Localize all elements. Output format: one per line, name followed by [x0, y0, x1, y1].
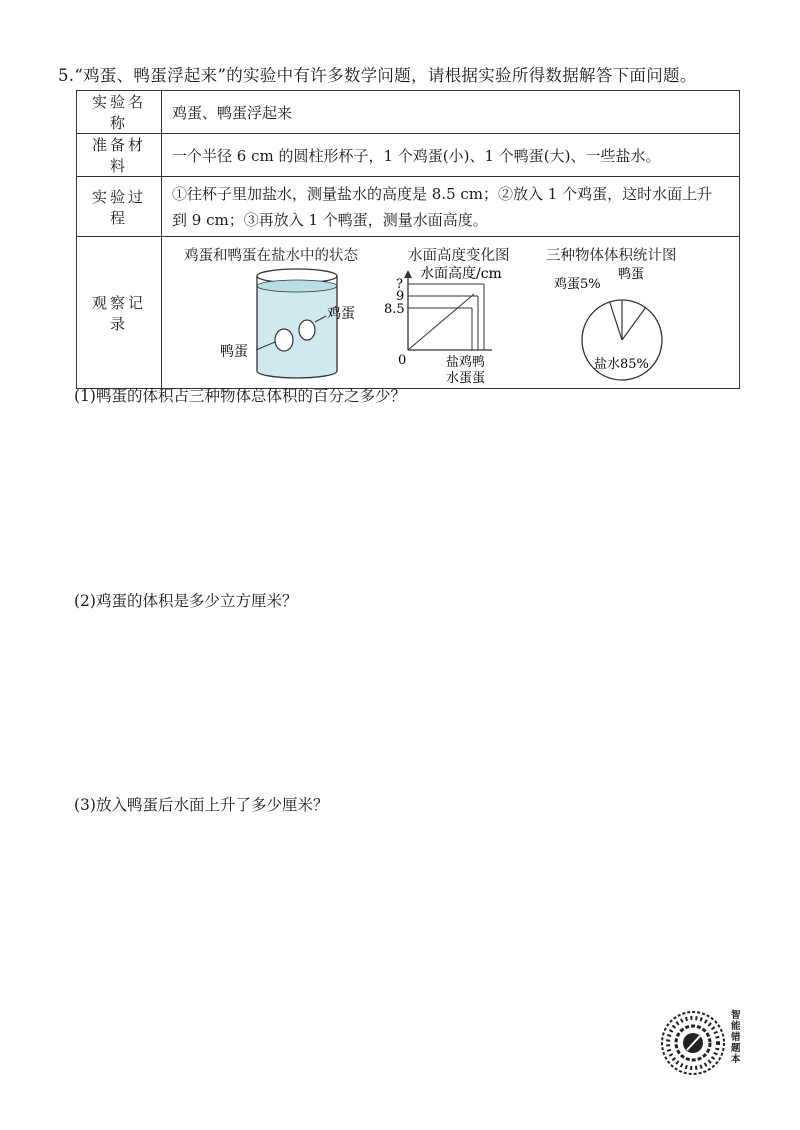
- cup-water: [257, 286, 337, 371]
- egg-label: 鸡蛋: [327, 305, 355, 322]
- cup-caption: 鸡蛋和鸭蛋在盐水中的状态: [184, 247, 358, 264]
- table-row-name: [77, 91, 740, 134]
- cup-base: [257, 371, 337, 378]
- row-label-name: 实验名称: [77, 91, 162, 134]
- y-axis-title: 水面高度/cm: [420, 265, 502, 282]
- diagonal-line: [408, 294, 474, 350]
- y-tick-unknown: ?: [396, 276, 403, 292]
- cup-diagram: [202, 266, 355, 384]
- table-row-observation: [77, 237, 740, 389]
- qr-code-icon: [660, 1010, 726, 1076]
- question-1: (1)鸭蛋的体积占三种物体总体积的百分之多少？: [74, 387, 406, 405]
- table-row-process: [77, 177, 740, 237]
- question-3: (3)放入鸭蛋后水面上升了多少厘米？: [74, 796, 329, 814]
- water-surface: [257, 280, 337, 292]
- chicken-egg-shape: [299, 320, 315, 340]
- row-value-materials: 一个半径 6 cm 的圆柱形杯子，1 个鸡蛋(小)、1 个鸭蛋(大)、一些盐水。: [162, 134, 740, 177]
- origin-label: 0: [398, 352, 407, 368]
- duck-label: 鸭蛋: [220, 343, 248, 360]
- process-line-2: 到 9 cm；③再放入 1 个鸭蛋，测量水面高度。: [172, 210, 488, 229]
- row-value-observation: [162, 237, 740, 389]
- y-tick-9: 9: [396, 288, 405, 304]
- row-value-process: [162, 177, 740, 237]
- pie-chart-caption: 三种物体体积统计图: [546, 247, 677, 264]
- process-line-1: ①往杯子里加盐水，测量盐水的高度是 8.5 cm；②放入 1 个鸡蛋，这时水面上升: [172, 184, 713, 203]
- pie-label-water: 盐水85%: [594, 356, 649, 372]
- duck-egg-shape: [275, 329, 293, 351]
- y-axis-arrow: [404, 270, 412, 278]
- row-label-materials: 准备材料: [77, 134, 162, 177]
- experiment-table: [76, 90, 740, 389]
- y-tick-8-5: 8.5: [384, 301, 405, 317]
- row-label-process: 实验过程: [77, 177, 162, 237]
- side-label: 智能错题本: [731, 1010, 741, 1065]
- height-chart: [384, 266, 534, 390]
- height-chart-caption: 水面高度变化图: [408, 247, 510, 264]
- question-2: (2)鸡蛋的体积是多少立方厘米？: [74, 592, 298, 610]
- row-value-name: 鸡蛋、鸭蛋浮起来: [162, 91, 740, 134]
- pie-label-egg: 鸡蛋5%: [554, 276, 601, 292]
- table-row-materials: [77, 134, 740, 177]
- pie-chart: [550, 266, 690, 390]
- row-label-observation: 观察记录: [77, 237, 162, 389]
- problem-title: 5.“鸡蛋、鸭蛋浮起来”的实验中有许多数学问题，请根据实验所得数据解答下面问题。: [58, 66, 697, 85]
- x-labels-bottom: 水蛋蛋: [446, 370, 486, 386]
- pie-label-duck: 鸭蛋: [618, 266, 645, 282]
- x-labels-top: 盐鸡鸭: [446, 354, 486, 370]
